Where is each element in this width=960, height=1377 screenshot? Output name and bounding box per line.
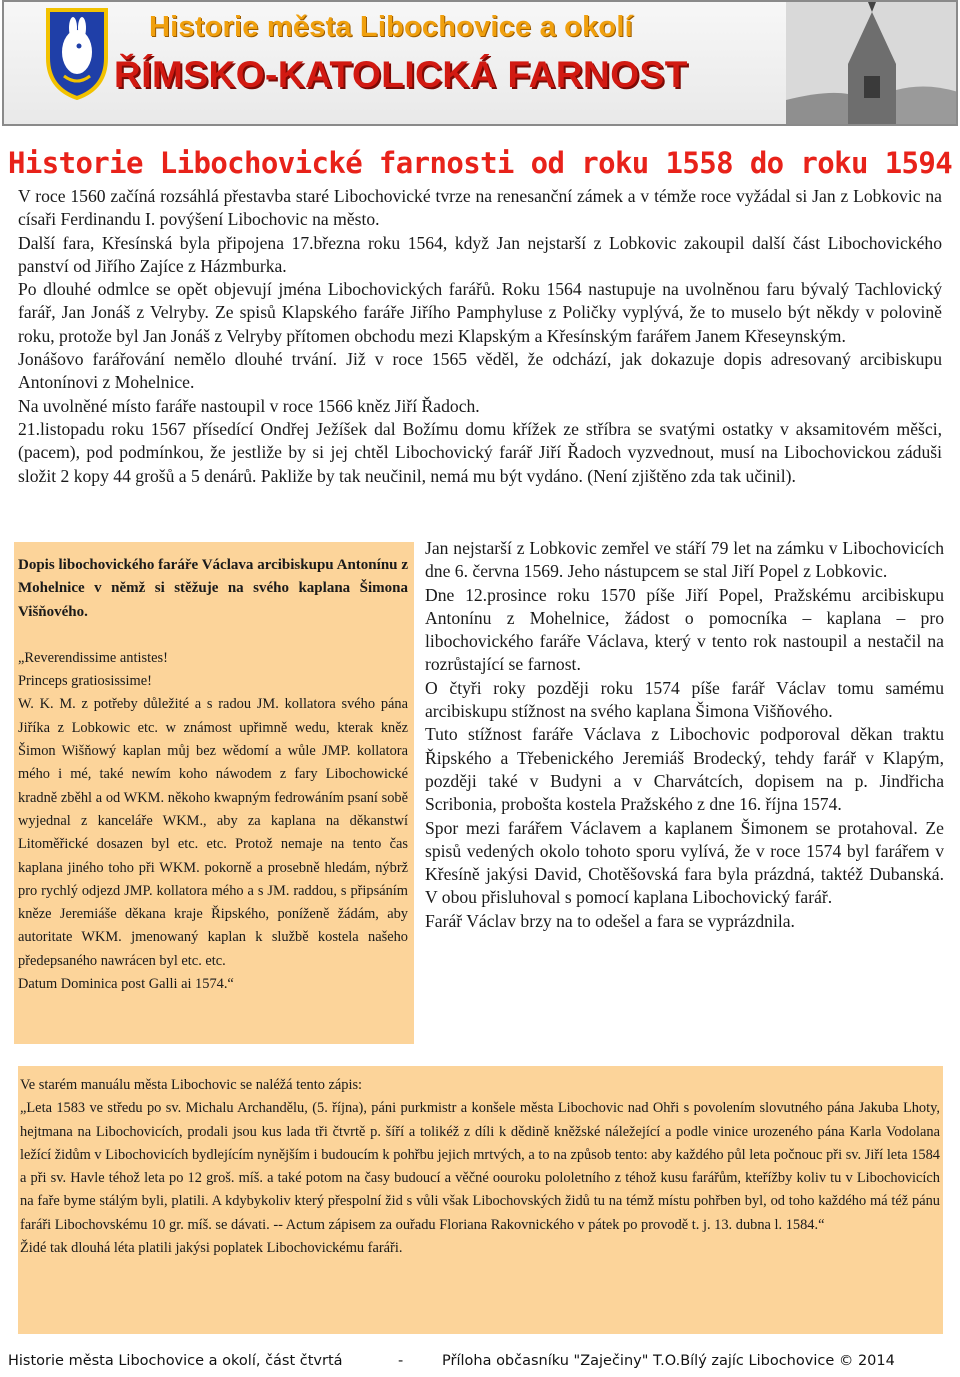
paragraph: Tuto stížnost faráře Václava z Libochovic podporoval děkan traktu Řipského a Třebenického Jeremiáš Brodecký, tehdy farář v Klapým, později také v Budyni a v Charvátcích, dopisem na p. Jindřicha Scribonia, probošta kostela Pražského z dne 16. října 1574. [425,724,944,815]
paragraph: Na uvolněné místo faráře nastoupil v roce 1566 kněz Jiří Řadoch. [18,395,480,416]
record-quote: „Leta 1583 ve středu po sv. Michalu Archandělu, (5. října), páni purkmistr a konšele města Libochovic nad Ohři s povolením slovutného pána Jakuba Lhoty, hejtmana na Libochovicích, prodali jsou kus lada tři čtvrtě p. šíří a tolikéž z díli k dědině kněžské náležející a podle vinice urozeného pána Karla Vodolana ležící židům v Libochovicích bydlejícím nynějším i budoucím k pohřbu jejich mrtvých, a to na způsob tento: aby každého půl leta počnouc při sv. Jiří leta 1584 a při sv. Havle téhož leta po 12 groš. míš. a také potom na časy budoucí a věčné oouroku pololetního z téhož kusu farářům, kteřížby koliv tu v Libochovicích na faře byme stálým byli, platili. A kdybykoliv který přespolní žid s vůli však Libochovských židů tu na témž místu pohřben byl, od toho každého má též pánu faráři Libochovskému 10 gr. míš. se dávati. -- Actum zápisem za ouřadu Floriana Rakovnického v pátek po provodě t. j. 13. dubna l. 1584.“ [20,1100,940,1233]
record-intro: Ve starém manuálu města Libochovic se naléžá tento zápis: [20,1077,363,1093]
banner-subtitle: Historie města Libochovice a okolí [149,11,633,43]
record-box [18,1066,943,1334]
paragraph: Jan nejstarší z Lobkovic zemřel ve stáří 79 let na zámku v Libochovicích dne 6. června 1569. Jeho nástupcem se stal Jiří Popel z Lobkovic. [425,538,944,582]
paragraph: Po dlouhé odmlce se opět objevují jména Libochovických farářů. Roku 1564 nastupuje na uvolněnou faru bývalý Tachlovický farář, Jan Jonáš z Velryby. Ze spisů Klapského faráře Jiřího Pamphyluse z Poličky vyplývá, že to muselo být někdy v polovině roku, protože byl Jan Jonáš z Velryby přítomen obchodu mezi Klapským a Křesínským farářem Janem Křeseynským. [18,279,942,346]
paragraph: Jonášovo farářování nemělo dlouhé trvání. Již v roce 1565 věděl, že odchází, jak dokazuje dopis adresovaný arcibiskupu Antonínovi z Mohelnice. [18,349,942,393]
footer [8,1353,954,1369]
letter-line: „Reverendissime antistes! [18,649,168,666]
footer-right: Příloha občasníku "Zaječiny" T.O.Bílý zajíc Libochovice © 2014 [442,1353,895,1369]
right-column [425,537,944,933]
town-crest-icon [44,6,110,100]
paragraph: Dne 12.prosince roku 1570 píše Jiří Popel, Pražskému arcibiskupu Antonínu z Mohelnice, žádost o pomocníka – kaplana – pro libochovického faráře Václava, který v tento rok nastoupil a nestačil na rozrůstající se farnost. [425,584,944,675]
banner-title: ŘÍMSKO-KATOLICKÁ FARNOST [114,54,688,95]
intro-section [18,185,942,488]
paragraph: O čtyři roky později roku 1574 píše farář Václav tomu samému arcibiskupu stížnost na svého kaplana Šimona Višňového. [425,677,944,722]
letter-box [14,542,414,1044]
paragraph: Farář Václav brzy na to odešel a fara se vyprázdnila. [425,910,795,931]
paragraph: Spor mezi farářem Václavem a kaplanem Šimonem se protahoval. Ze spisů vedených okolo tohoto sporu vylívá, že v roce 1574 byl farářem v Křesíně jakýsi David, Chotěšovská fara byla prázdná, taktéž Dubanská. V obou přisluhoval s pomocí kaplana Libochovický farář. [425,817,944,908]
footer-left: Historie města Libochovice a okolí, část čtvrtá [8,1353,343,1369]
footer-separator: - [398,1353,404,1369]
letter-line: Datum Dominica post Galli ai 1574.“ [18,976,234,993]
page-title: Historie Libochovické farnosti od roku 1558 do roku 1594 [8,146,953,180]
paragraph: 21.listopadu roku 1567 přísedící Ondřej Ježíšek dal Božímu domu křížek ze stříbra se svatými ostatky v aksamitovém měšci, (pacem), pod podmínkou, že jestliže by si jej chtěl Libochovický farář Jiří Řadoch vyzvednout, musí na Libochovickou záduši složit 2 kopy 44 grošů a 5 denárů. Pakliže by tak neučinil, nemá mu být vydáno. (Není zjištěno zda tak učinil). [18,418,942,486]
paragraph: V roce 1560 začíná rozsáhlá přestavba staré Libochovické tvrze na renesanční zámek a v témže roce vyžádal si Jan z Lobkovic na císaři Ferdinandu I. povýšení Libochovic na město. [18,186,942,230]
letter-line: Princeps gratiosissime! [18,673,152,690]
record-note: Židé tak dlouhá léta platili jakýsi poplatek Libochovickému faráři. [20,1240,403,1257]
paragraph: Další fara, Křesínská byla připojena 17.března roku 1564, když Jan nejstarší z Lobkovic zakoupil další část Libochovického panství od Jiřího Zajíce z Házmburka. [18,232,942,276]
letter-heading: Dopis libochovického faráře Václava arcibiskupu Antonínu z Mohelnice v němž si stěžuje na svého kaplana Šimona Višňového. [18,557,408,620]
church-tower-image [786,2,958,126]
letter-line: W. K. M. z potřeby důležité a s radou JM. kollatora svého pána Jiříka z Lobkowic etc. w známost upřimně wedu, kterak kněz Šimon Wišňowý kaplan můj bez wědomí a wůle JMP. kollatora mého i mé, také newím koho náwodem z fary Libochowické kradně zběhl a od WKM. někoho kwapným fedrowáním psaní sobě wyjednal z kanceláře WKM., aby za kaplana na děkanstwí Litoměřické dosazen byl etc. etc. Protož nemaje na tento čas kaplana jiného toho při WKM. pokorně a prosebně hledám, nýbrž pro rychlý odjezd JMP. kollatora mého a s JM. raddou, s připsáním kněze Jeremiáše děkana kraje Řipského, poníženě žádám, aby autoritate WKM. jmenowaný kaplan k službě kostela našeho předepsaného nawrácen byl etc. etc. [18,696,408,969]
header-banner [2,0,958,126]
